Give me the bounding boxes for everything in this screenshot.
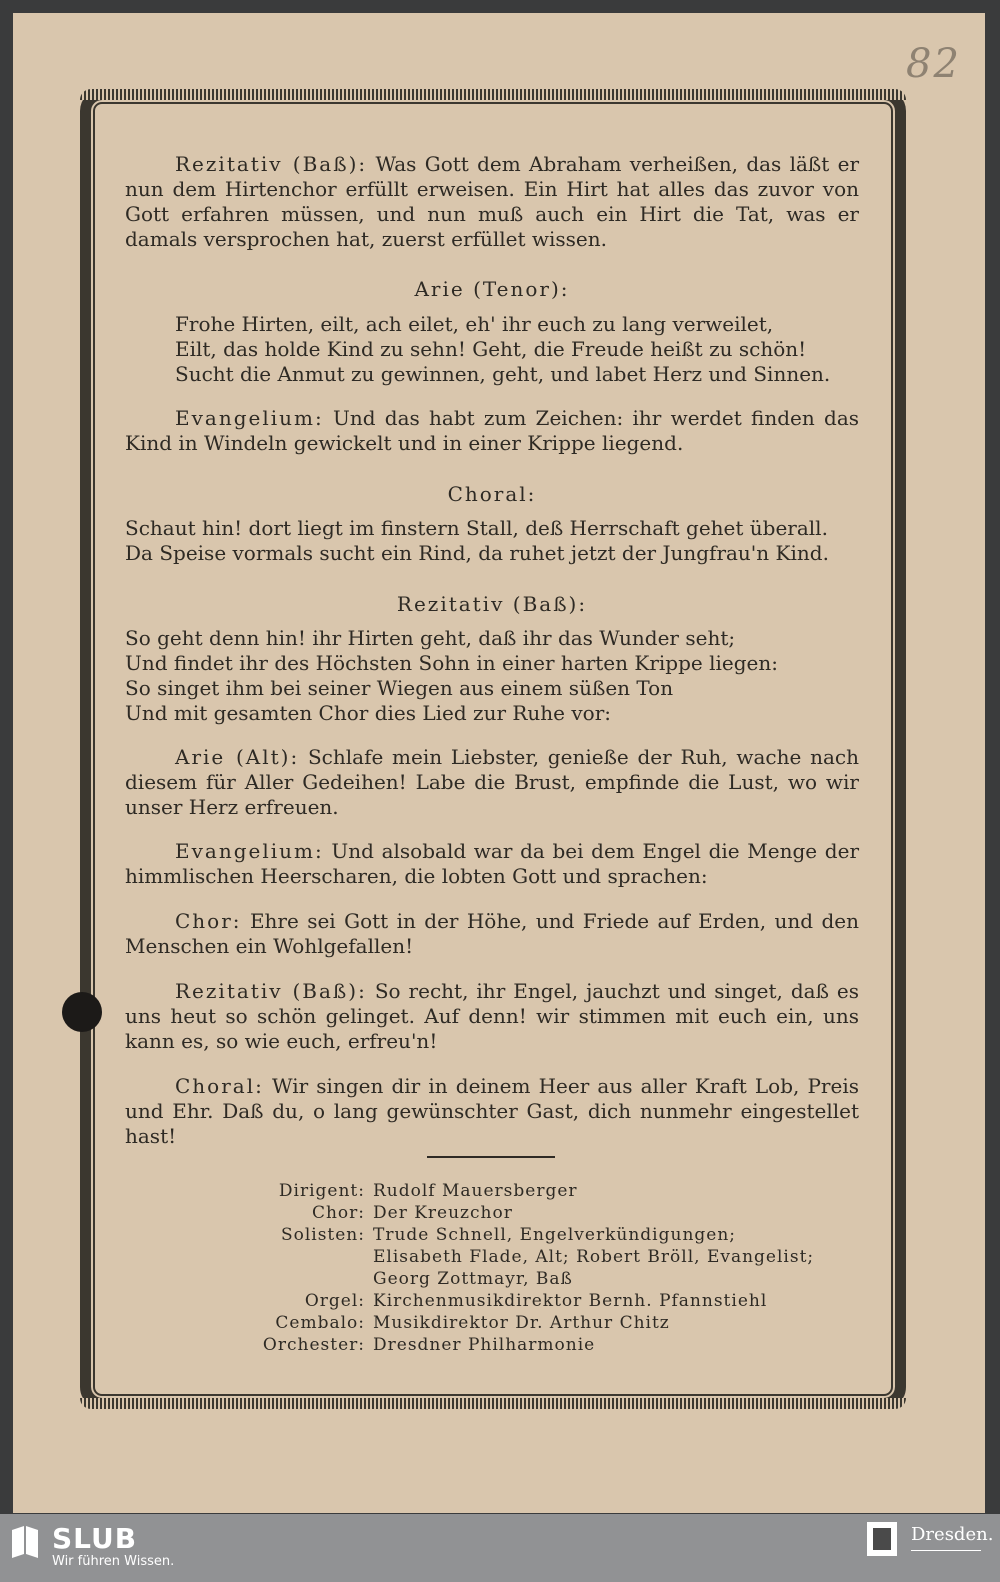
credit-row: [125, 1180, 859, 1202]
section-text: Und alsobald war da bei dem Engel die Menge der himmlischen Heerscharen, die lobten Gott und sprachen:: [125, 839, 860, 888]
verse-line: Schaut hin! dort liegt im finstern Stall, deß Herrschaft gehet überall.: [125, 516, 828, 540]
verse-line: Frohe Hirten, eilt, ach eilet, eh' ihr euch zu lang verweilet,: [175, 312, 774, 336]
credit-value: Trude Schnell, Engelverkündigungen;: [373, 1225, 737, 1245]
section-rezitativ-1: [125, 152, 859, 252]
credits-list: [125, 1180, 859, 1356]
verse-line: Eilt, das holde Kind zu sehn! Geht, die Freude heißt zu schön!: [175, 337, 807, 361]
credit-value: Rudolf Mauersberger: [373, 1181, 578, 1201]
credit-label: Orgel:: [304, 1291, 365, 1311]
credit-row: [125, 1334, 859, 1356]
verse-line: So geht denn hin! ihr Hirten geht, daß ihr das Wunder seht;: [125, 626, 736, 650]
city-crest-icon[interactable]: [867, 1522, 897, 1556]
section-arie-alt: [125, 745, 859, 820]
credit-row: [125, 1246, 859, 1268]
section-text: Wir singen dir in deinem Heer aus aller Kraft Lob, Preis und Ehr. Daß du, o lang gewünschter Gast, dich nunmehr eingestellet hast!: [125, 1074, 859, 1148]
credit-label: [125, 1246, 373, 1268]
section-evangelium-2: [125, 839, 859, 889]
credit-value: Kirchenmusikdirektor Bernh. Pfannstiehl: [373, 1291, 768, 1311]
credit-label: [125, 1268, 373, 1290]
section-choral-2: [125, 1074, 859, 1149]
credit-row: [125, 1202, 859, 1224]
dresden-logo-text[interactable]: Dresden.: [911, 1524, 994, 1545]
section-heading: Arie (Tenor):: [414, 277, 570, 301]
credit-value: Georg Zottmayr, Baß: [373, 1269, 573, 1289]
credit-value: Dresdner Philharmonie: [373, 1335, 596, 1355]
footer-bar: [0, 1514, 1000, 1582]
section-rezitativ-3: [125, 979, 859, 1054]
section-label: Chor:: [175, 909, 242, 933]
section-arie-tenor-lines: [125, 312, 859, 387]
section-label: Choral:: [175, 1074, 264, 1098]
credit-row: [125, 1268, 859, 1290]
section-text: Schlafe mein Liebster, genieße der Ruh, wache nach diesem für Aller Gedeihen! Labe die Brust, empfinde die Lust, wo wir unser Herz erfreuen.: [125, 745, 859, 819]
verse-line: Und mit gesamten Chor dies Lied zur Ruhe vor:: [125, 701, 612, 725]
verse-line: Sucht die Anmut zu gewinnen, geht, und labet Herz und Sinnen.: [175, 362, 831, 386]
section-text: Ehre sei Gott in der Höhe, und Friede auf Erden, und den Menschen ein Wohlgefallen!: [125, 909, 859, 958]
slub-tagline: Wir führen Wissen.: [52, 1554, 175, 1569]
credit-row: [125, 1224, 859, 1246]
verse-line: Und findet ihr des Höchsten Sohn in einer harten Krippe liegen:: [125, 651, 778, 675]
section-label: Arie (Alt):: [175, 745, 300, 769]
credit-label: Orchester:: [262, 1335, 365, 1355]
section-text: Und das habt zum Zeichen: ihr werdet finden das Kind in Windeln gewickelt und in einer Krippe liegend.: [125, 406, 860, 455]
credit-label: Cembalo:: [275, 1313, 365, 1333]
archive-number-annotation: 82: [906, 41, 961, 87]
book-logo-icon[interactable]: [10, 1524, 40, 1558]
section-choral-1: [125, 482, 859, 566]
verse-line: So singet ihm bei seiner Wiegen aus einem süßen Ton: [125, 676, 674, 700]
section-chor: [125, 909, 859, 959]
section-label: Rezitativ (Baß):: [175, 979, 367, 1003]
section-label: Evangelium:: [175, 406, 324, 430]
section-arie-tenor: [125, 277, 859, 302]
credit-value: Der Kreuzchor: [373, 1203, 513, 1223]
credit-row: [125, 1290, 859, 1312]
punch-hole: [62, 992, 102, 1032]
credit-row: [125, 1312, 859, 1334]
divider-rule: [427, 1156, 555, 1158]
credit-label: Chor:: [311, 1203, 365, 1223]
section-label: Rezitativ (Baß):: [175, 152, 368, 176]
section-evangelium-1: [125, 406, 859, 456]
section-rezitativ-2: [125, 592, 859, 726]
section-heading: Rezitativ (Baß):: [396, 592, 588, 616]
credit-label: Solisten:: [280, 1225, 365, 1245]
slub-logo-text[interactable]: SLUB: [52, 1522, 138, 1555]
section-heading: Choral:: [447, 482, 537, 506]
section-text: So recht, ihr Engel, jauchzt und singet, daß es uns heut so schön gelinget. Auf denn! wir stimmen mit euch ein, uns kann es, so wie euch, erfreu'n!: [125, 979, 860, 1053]
credit-value: Elisabeth Flade, Alt; Robert Bröll, Evangelist;: [373, 1247, 815, 1267]
verse-line: Da Speise vormals sucht ein Rind, da ruhet jetzt der Jungfrau'n Kind.: [125, 541, 829, 565]
section-label: Evangelium:: [175, 839, 324, 863]
section-text: Was Gott dem Abraham verheißen, das läßt er nun dem Hirtenchor erfüllt erweisen. Ein Hirt hat alles das zuvor von Gott erfahren müssen, und nun muß auch ein Hirt die Tat, was er damals versprochen hat, zuerst erfüllet wissen.: [125, 152, 860, 251]
credit-value: Musikdirektor Dr. Arthur Chitz: [373, 1313, 670, 1333]
credit-label: Dirigent:: [278, 1181, 365, 1201]
